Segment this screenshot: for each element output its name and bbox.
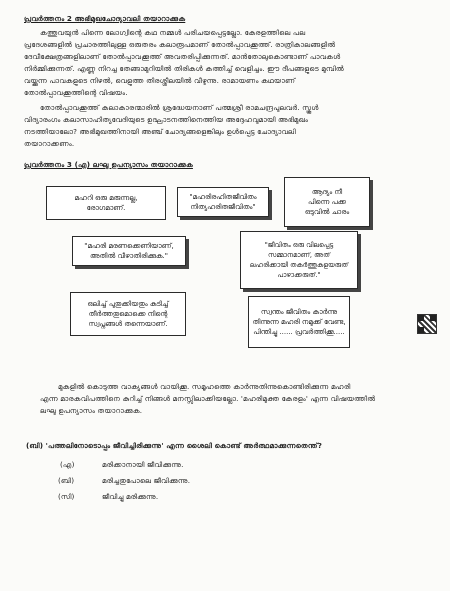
instruction-line: മുകളിൽ കൊടുത്ത വാക്യങ്ങൾ വായിക്കൂ. സമൂഹത്തെ കാർന്നുതിന്നുകൊണ്ടിരിക്കുന്ന മഹരി (58, 382, 351, 391)
para1-line: തോൽപ്പാവക്കൂത്തിന്റെ വിഷയം. (24, 88, 128, 97)
quote-line: അതിൽ വീഴാതിരിക്കുക." (90, 252, 168, 260)
quote-line: സമ്മാനമാണ്, അത് (268, 251, 330, 259)
quote-line: ഒടുവിൽ ചാരം (304, 208, 350, 216)
activity2-heading: പ്രവർത്തനം 2 അഭിമുഖചോദ്യാവലി തയാറാക്കുക (24, 14, 186, 23)
quote-line: സ്വന്തം ജീവിതം കാർന്നു (260, 308, 338, 316)
quote-line: "മഹരിരഹിതജീവിതം (189, 193, 257, 201)
quote-line: "ജീവിതം ഒരു വിലപ്പെട്ട (264, 241, 334, 249)
para1-line: നിർമ്മിക്കുന്നത്. എണ്ണ നിറച്ച തേങ്ങാമുറിയിൽ തിരികൾ കത്തിച്ച് വെളിച്ചം. ഈ ദീപങ്ങളുടെ മുമ്പിൽ (24, 64, 345, 73)
para1-line: കത്തുവയുൻ പിന്നെ ലോഗ്വിന്റെ കഥ നമ്മൾ പരിചയപ്പെട്ടല്ലോ. കേരളത്തിലെ പല (40, 28, 306, 37)
quote-line: തീർത്തതുമൊക്കെ നിന്റെ (88, 310, 168, 318)
quote-box-5 (240, 231, 358, 289)
quote-box-1 (46, 186, 166, 220)
instruction-line: ലഘു ഉപന്യാസം തയാറാക്കുക. (40, 406, 143, 415)
option-b-text: മരിച്ചതുപോലെ ജീവിക്കുന്നു. (102, 476, 191, 485)
quote-line: ഒലിച്ച് പുതുക്കിയതും കുടിച്ച് (87, 300, 169, 308)
quote-line: "മഹരി മരണക്കെണിയാണ്, (84, 242, 174, 250)
para1-line: പ്രദേശങ്ങളിൽ പ്രചാരത്തിലുള്ള ഒരുതരം കലാരൂപമാണ് തോൽപ്പാവക്കൂത്ത്. രാത്രികാലങ്ങളിൽ (24, 40, 336, 49)
quote-line: ആദ്യം നീ (311, 188, 343, 196)
question-b-text: (ബി) 'പത്തലിനോടൊപ്പം ജീവിച്ചിരിക്കുന്നു' എന്ന ശൈലി കൊണ്ട് അർത്ഥമാക്കുന്നതെന്ത്? (26, 441, 322, 450)
quote-line: സ്വപ്നങ്ങൾ തന്നെയാണ്. (88, 320, 168, 328)
quote-line: മഹറി ഒരു മരുന്നല്ല, (74, 194, 138, 202)
quote-box-2 (177, 187, 269, 217)
para1-line: വയ്ക്കുന്ന പാവകളുടെ നിഴൽ, വെളുത്ത തിരശ്ശീലയിൽ വീഴുന്നു. രാമായണം കഥയാണ് (24, 76, 296, 85)
para2-line: തയാറാക്കണം. (24, 139, 75, 148)
quote-box-7 (248, 296, 350, 348)
para2-line: നടത്തിയാലോ? അഭിമുഖത്തിനായി അഞ്ച് ചോദ്യങ്ങളെങ്കിലും ഉൾപ്പെട്ട ചോദ്യാവലി (24, 127, 296, 136)
para1-line: ദേവീക്ഷേത്രങ്ങളിലാണ് തോൽപ്പാവക്കൂത്ത് അവതരിപ്പിക്കുന്നത്. മാൻതോലുകൊണ്ടാണ് പാവകൾ (24, 52, 341, 61)
quote-box-4 (72, 236, 186, 266)
option-b-label: (ബി) (58, 476, 75, 485)
qr-code-icon (417, 314, 437, 334)
quote-line: ലഹരിക്കായി തകർത്തുകളയരുത് (249, 261, 349, 269)
quote-line: പിന്തിച്ചു ...... പ്രവർത്തിക്കൂ..... (253, 328, 345, 336)
para2-line: വിദ്യാരംഗം കലാസാഹിത്യവേദിയുടെ ഉദ്ഘാടനത്തിനെത്തിയ അദ്ദേഹവുമായി അഭിമുഖം (24, 115, 309, 124)
quote-line: പിന്നെ പക്ക (308, 198, 346, 206)
quote-box-6 (70, 292, 186, 336)
option-a-label: (എ) (60, 460, 75, 469)
quote-line: നിത്യഹരിതജീവിതം" (190, 203, 256, 211)
para2-line: തോൽപ്പാവക്കൂത്ത് കലാകാരന്മാരിൽ ശ്രദ്ധേയനാണ് പത്മശ്രീ രാമചന്ദ്രപുലവർ. സ്കൂൾ (40, 103, 319, 112)
option-a-text: മരിക്കാനായി ജീവിക്കുന്നു. (102, 460, 184, 469)
option-c-label: (സി) (58, 492, 75, 501)
quote-line: രോഗമാണ്. (86, 204, 126, 212)
quote-line: തിന്നുന്ന മഹരി നമുക്ക് വേണ്ട, (252, 318, 346, 326)
instruction-line: എന്ന മാരകവിപത്തിനെ കുറിച്ച് നിങ്ങൾ മനസ്സിലാക്കിയല്ലോ. 'മഹരിമുക്ത കേരളം' എന്ന വിഷയത്തിൽ (40, 394, 376, 403)
quote-line: പാഴാക്കരുത്." (277, 271, 321, 279)
quote-box-3 (284, 177, 370, 227)
activity3-heading: പ്രവർത്തനം 3 (എ) ലഘു ഉപന്യാസം തയാറാക്കുക (24, 160, 193, 169)
option-c-text: ജീവിച്ചു മരിക്കുന്നു. (102, 492, 159, 501)
